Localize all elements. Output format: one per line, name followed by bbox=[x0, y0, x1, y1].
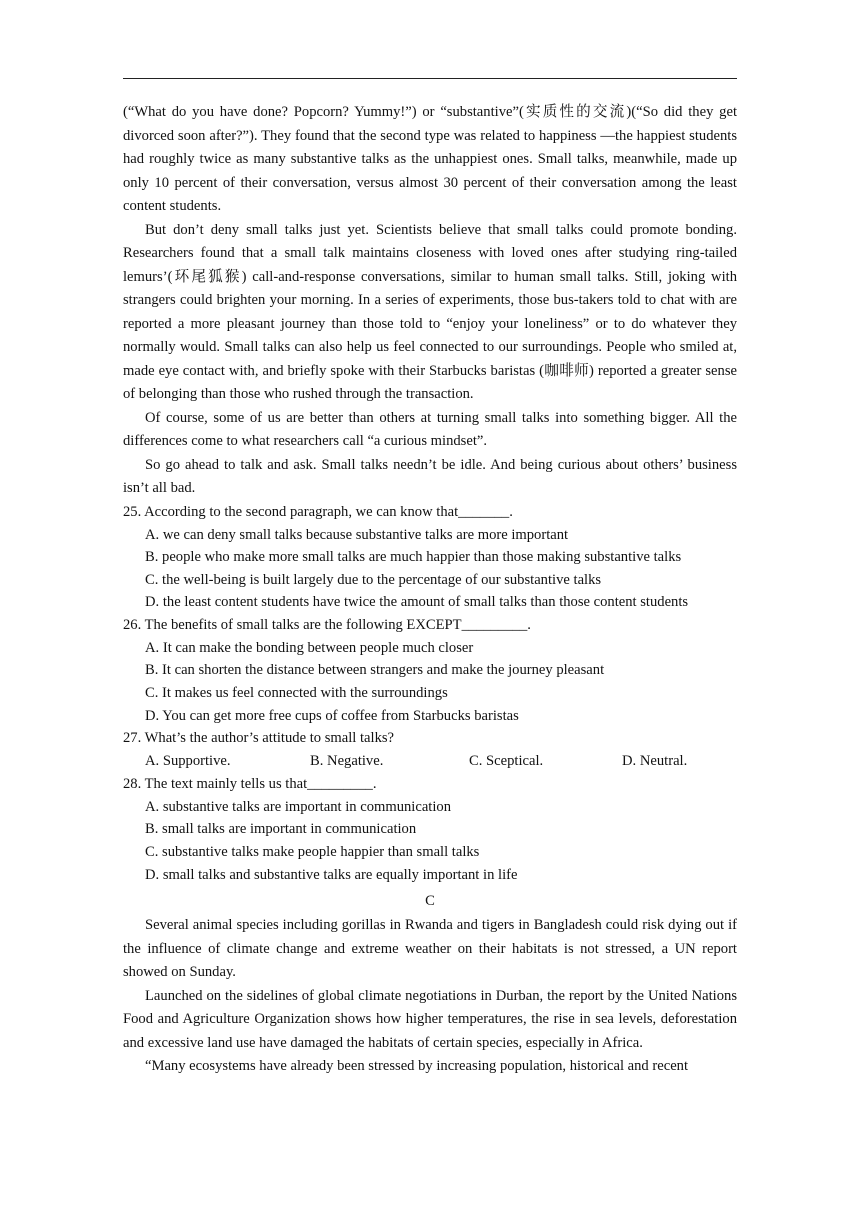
passage-paragraph: But don’t deny small talks just yet. Scientists believe that small talks could promote bonding. Researchers found that a small talk maintains closeness with loved ones after studying ring-tailed lemurs’(环尾狐猴) call-and-response conversations, similar to human small talks. Still, joking with strangers could brighten your morning. In a series of experiments, those bus-takers told to chat with are reported a more pleasant journey than those told to “enjoy your loneliness” or to do whatever they normally would. Small talks can also help us feel connected to our surroundings. People who smiled at, made eye contact with, and briefly spoke with their Starbucks baristas (咖啡师) reported a greater sense of belonging than those who rushed through the transaction. bbox=[123, 221, 737, 402]
page-content bbox=[123, 101, 737, 1079]
section-c-paragraph: “Many ecosystems have already been stressed by increasing population, historical and recent bbox=[145, 1058, 689, 1075]
passage-paragraph: So go ahead to talk and ask. Small talks needn’t be idle. And being curious about others’ business isn’t all bad. bbox=[123, 456, 737, 496]
question-28-option-a: A. substantive talks are important in communication bbox=[145, 798, 451, 815]
question-27-option-c: C. Sceptical. bbox=[469, 753, 544, 770]
question-28-stem: 28. The text mainly tells us that_________. bbox=[123, 775, 377, 792]
question-27-option-d: D. Neutral. bbox=[622, 753, 688, 770]
question-28-option-d: D. small talks and substantive talks are equally important in life bbox=[145, 866, 518, 883]
question-25-option-b: B. people who make more small talks are much happier than those making substantive talks bbox=[145, 549, 682, 566]
question-25-stem: 25. According to the second paragraph, we can know that_______. bbox=[123, 503, 513, 520]
section-heading: C bbox=[425, 893, 435, 910]
question-26-option-d: D. You can get more free cups of coffee from Starbucks baristas bbox=[145, 707, 519, 724]
header-rule bbox=[123, 78, 737, 79]
passage-paragraph: (“What do you have done? Popcorn? Yummy!”) or “substantive”(实质性的交流)(“So did they get divorced soon after?”). They found that the second type was related to happiness —the happiest students had roughly twice as many substantive talks as the unhappiest ones. Small talks, meanwhile, made up only 10 percent of their conversation, versus almost 30 percent of their conversation among the least content students. bbox=[123, 104, 737, 214]
question-26-option-b: B. It can shorten the distance between strangers and make the journey pleasant bbox=[145, 662, 605, 679]
question-27-option-b: B. Negative. bbox=[310, 753, 384, 770]
section-c-paragraph: Launched on the sidelines of global climate negotiations in Durban, the report by the United Nations Food and Agriculture Organization shows how higher temperatures, the rise in sea levels, deforestation and excessive land use have damaged the habitats of certain species, especially in Africa. bbox=[123, 987, 737, 1051]
question-25-option-c: C. the well-being is built largely due to the percentage of our substantive talks bbox=[145, 571, 602, 588]
question-27-options bbox=[145, 750, 737, 773]
question-27-stem: 27. What’s the author’s attitude to small talks? bbox=[123, 730, 395, 747]
question-27-option-a: A. Supportive. bbox=[145, 753, 231, 770]
question-28-option-c: C. substantive talks make people happier than small talks bbox=[145, 844, 480, 861]
passage-paragraph: Of course, some of us are better than others at turning small talks into something bigger. All the differences come to what researchers call “a curious mindset”. bbox=[123, 409, 737, 449]
question-26-stem: 26. The benefits of small talks are the following EXCEPT_________. bbox=[123, 616, 531, 633]
section-c-paragraph: Several animal species including gorillas in Rwanda and tigers in Bangladesh could risk dying out if the influence of climate change and extreme weather on their habitats is not stressed, a UN report showed on Sunday. bbox=[123, 917, 737, 981]
question-26-option-a: A. It can make the bonding between people much closer bbox=[145, 639, 474, 656]
question-25-option-a: A. we can deny small talks because substantive talks are more important bbox=[145, 526, 569, 543]
question-25-option-d: D. the least content students have twice the amount of small talks than those content students bbox=[145, 594, 689, 611]
question-28-option-b: B. small talks are important in communication bbox=[145, 821, 417, 838]
question-26-option-c: C. It makes us feel connected with the surroundings bbox=[145, 685, 448, 702]
